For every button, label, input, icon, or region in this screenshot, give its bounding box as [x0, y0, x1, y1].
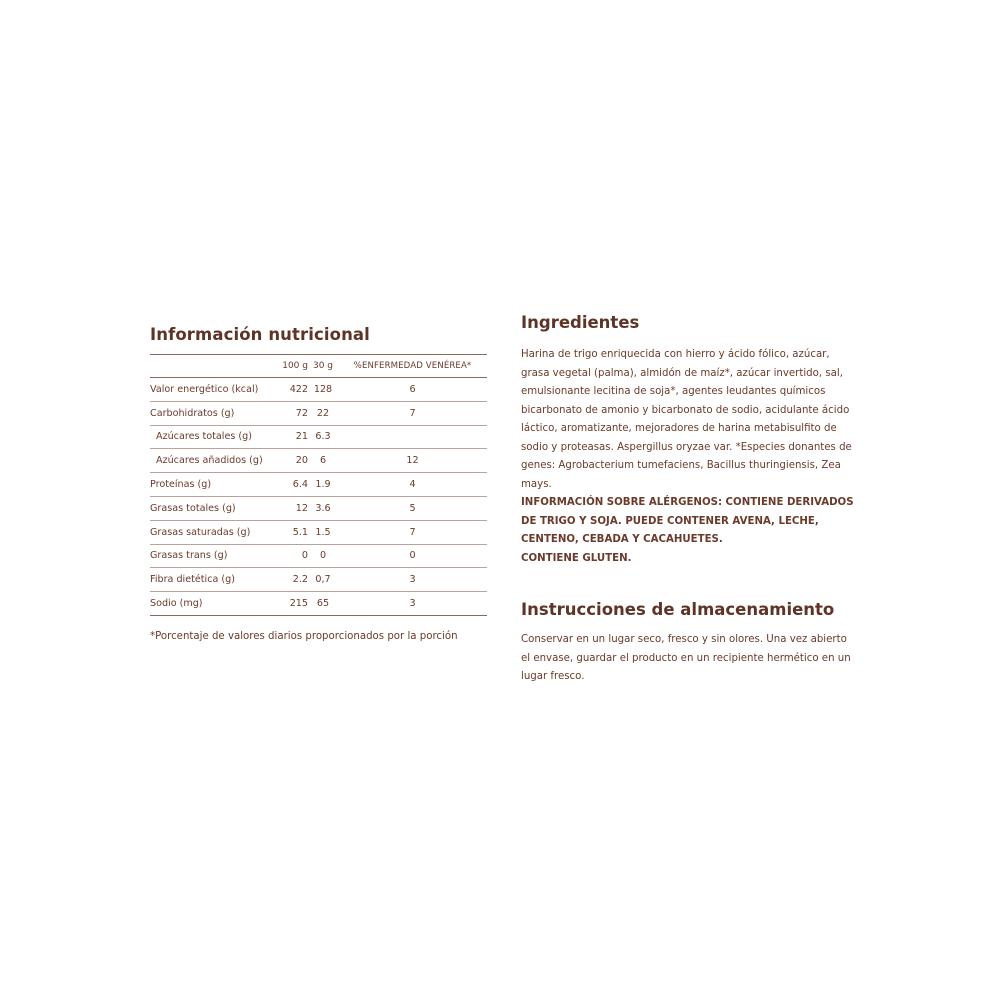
value-percent: 3	[338, 568, 487, 592]
value-30g: 22	[308, 401, 338, 425]
allergen-info: INFORMACIÓN SOBRE ALÉRGENOS: CONTIENE DERIVADOS DE TRIGO Y SOJA. PUEDE CONTENER AVENA, LECHE, CENTENO, CEBADA Y CACAHUETES.	[521, 497, 854, 545]
nutrient-name: Carbohidratos (g)	[150, 401, 282, 425]
nutrition-title: Información nutricional	[150, 325, 370, 344]
value-percent: 7	[338, 520, 487, 544]
table-row	[150, 473, 487, 497]
value-100g: 5.1	[282, 520, 308, 544]
table-row	[150, 378, 487, 402]
table-row	[150, 449, 487, 473]
ingredients-title: Ingredientes	[521, 313, 640, 332]
nutrition-table-body	[150, 378, 487, 616]
header-nutrient	[150, 355, 282, 378]
nutrition-header-row	[150, 355, 487, 378]
value-percent: 5	[338, 496, 487, 520]
value-percent	[338, 425, 487, 449]
nutrient-name: Sodio (mg)	[150, 592, 282, 616]
nutrient-name: Valor energético (kcal)	[150, 378, 282, 402]
header-percent: %ENFERMEDAD VENÉREA*	[338, 355, 487, 378]
storage-section	[521, 599, 856, 687]
value-100g: 2.2	[282, 568, 308, 592]
value-100g: 422	[282, 378, 308, 402]
value-30g: 3.6	[308, 496, 338, 520]
table-row	[150, 568, 487, 592]
storage-text: Conservar en un lugar seco, fresco y sin olores. Una vez abierto el envase, guardar el producto en un recipiente hermético en un lugar fresco.	[521, 634, 851, 682]
header-30g: 30 g	[308, 355, 338, 378]
nutrition-table	[150, 354, 487, 616]
value-100g: 6.4	[282, 473, 308, 497]
value-30g: 0	[308, 544, 338, 568]
storage-title: Instrucciones de almacenamiento	[521, 600, 835, 619]
value-percent: 7	[338, 401, 487, 425]
table-row	[150, 592, 487, 616]
nutrient-name: Grasas trans (g)	[150, 544, 282, 568]
nutrient-name: Azúcares añadidos (g)	[150, 449, 282, 473]
table-row	[150, 401, 487, 425]
value-30g: 65	[308, 592, 338, 616]
value-percent: 4	[338, 473, 487, 497]
table-row	[150, 544, 487, 568]
nutrient-name: Grasas totales (g)	[150, 496, 282, 520]
value-percent: 0	[338, 544, 487, 568]
header-100g: 100 g	[282, 355, 308, 378]
nutrient-name: Proteínas (g)	[150, 473, 282, 497]
nutrient-name: Grasas saturadas (g)	[150, 520, 282, 544]
value-percent: 12	[338, 449, 487, 473]
value-30g: 128	[308, 378, 338, 402]
ingredients-text: Harina de trigo enriquecida con hierro y ácido fólico, azúcar, grasa vegetal (palma), almidón de maíz*, azúcar invertido, sal, emulsionante lecitina de soja*, agentes leudantes químicos bicarbonato de amonio y bicarbonato de sodio, acidulante ácido láctico, aromatizante, mejoradores de harina metabisulfito de sodio y proteasas. Aspergillus oryzae var. *Especies donantes de genes: Agrobacterium tumefaciens, Bacillus thuringiensis, Zea mays.	[521, 349, 852, 490]
value-100g: 20	[282, 449, 308, 473]
value-30g: 1.5	[308, 520, 338, 544]
value-30g: 6	[308, 449, 338, 473]
value-100g: 21	[282, 425, 308, 449]
value-100g: 72	[282, 401, 308, 425]
nutrition-footnote: *Porcentaje de valores diarios proporcionados por la porción	[150, 630, 458, 642]
nutrient-name: Azúcares totales (g)	[150, 425, 282, 449]
value-30g: 0,7	[308, 568, 338, 592]
value-30g: 6.3	[308, 425, 338, 449]
value-percent: 6	[338, 378, 487, 402]
ingredients-section	[521, 312, 856, 568]
table-row	[150, 425, 487, 449]
table-row	[150, 496, 487, 520]
nutrition-section	[150, 324, 487, 644]
value-100g: 12	[282, 496, 308, 520]
value-100g: 215	[282, 592, 308, 616]
value-30g: 1.9	[308, 473, 338, 497]
nutrient-name: Fibra dietética (g)	[150, 568, 282, 592]
table-row	[150, 520, 487, 544]
value-percent: 3	[338, 592, 487, 616]
value-100g: 0	[282, 544, 308, 568]
gluten-warning: CONTIENE GLUTEN.	[521, 552, 632, 564]
